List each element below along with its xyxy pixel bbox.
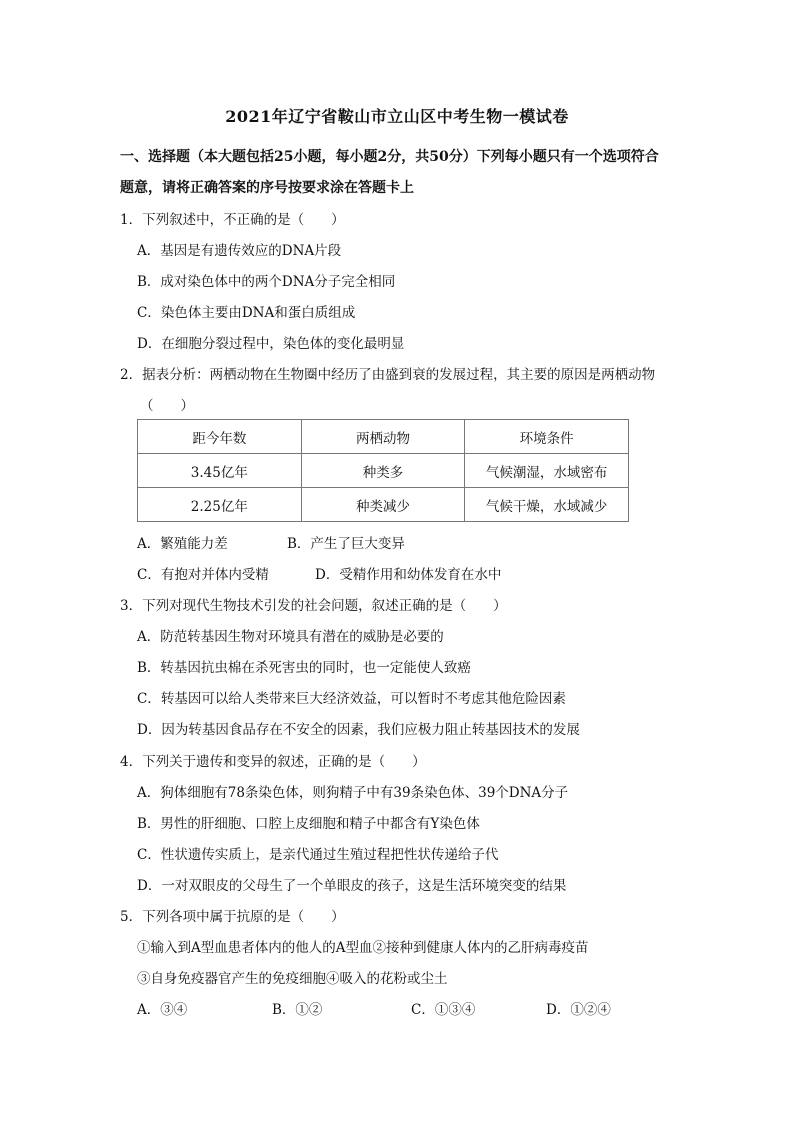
table-row	[138, 454, 629, 488]
q4-option-d: D．一对双眼皮的父母生了一个单眼皮的孩子，这是生活环境突变的结果	[137, 878, 567, 894]
q3-option-c: C．转基因可以给人类带来巨大经济效益，可以暂时不考虑其他危险因素	[137, 691, 566, 707]
q3-option-b: B．转基因抗虫棉在杀死害虫的同时，也一定能使人致癌	[137, 660, 471, 676]
table-header-cell: 两栖动物	[301, 420, 465, 454]
table-cell: 种类减少	[301, 488, 465, 522]
q4-option-a: A．狗体细胞有78条染色体，则狗精子中有39条染色体、39个DNA分子	[137, 785, 569, 801]
q1-option-d: D．在细胞分裂过程中，染色体的变化最明显	[137, 336, 405, 352]
q1-option-c: C．染色体主要由DNA和蛋白质组成	[137, 305, 356, 321]
table-header-cell: 环境条件	[465, 420, 629, 454]
q3-option-d: D．因为转基因食品存在不安全的因素，我们应极力阻止转基因技术的发展	[137, 722, 580, 738]
q5-stem: 5．下列各项中属于抗原的是（ ）	[120, 909, 345, 925]
q2-stem: 2．据表分析：两栖动物在生物圈中经历了由盛到衰的发展过程，其主要的原因是两栖动物	[120, 367, 656, 383]
page-title: 2021年辽宁省鞍山市立山区中考生物一模试卷	[225, 107, 569, 126]
q4-stem: 4．下列关于遗传和变异的叙述，正确的是（ ）	[120, 754, 426, 770]
q5-option-d: D．①②④	[546, 1002, 611, 1018]
q1-option-b: B．成对染色体中的两个DNA分子完全相同	[137, 274, 396, 290]
table-cell: 气候潮湿，水域密布	[465, 454, 629, 488]
q5-option-a: A．③④	[137, 1002, 188, 1018]
q2-answer-paren: （ ）	[140, 398, 194, 414]
q4-option-c: C．性状遗传实质上，是亲代通过生殖过程把性状传递给子代	[137, 847, 499, 863]
q1-option-a: A．基因是有遗传效应的DNA片段	[137, 243, 342, 259]
table-cell: 2.25亿年	[138, 488, 302, 522]
table-cell: 3.45亿年	[138, 454, 302, 488]
q3-option-a: A．防范转基因生物对环境具有潜在的威胁是必要的	[137, 629, 444, 645]
q2-option-c: C．有抱对并体内受精	[137, 567, 269, 583]
q2-option-d: D．受精作用和幼体发育在水中	[315, 567, 502, 583]
q5-item-line1: ①输入到A型血患者体内的他人的A型血②接种到健康人体内的乙肝病毒疫苗	[137, 940, 589, 956]
q3-stem: 3．下列对现代生物技术引发的社会问题，叙述正确的是（ ）	[120, 598, 507, 614]
table-cell: 种类多	[301, 454, 465, 488]
q5-option-c: C．①③④	[411, 1002, 476, 1018]
section-heading-line1: 一、选择题（本大题包括25小题，每小题2分，共50分）下列每小题只有一个选项符合	[120, 149, 659, 165]
q1-stem: 1．下列叙述中，不正确的是（ ）	[120, 212, 345, 228]
q2-table	[137, 419, 629, 522]
section-heading-line2: 题意，请将正确答案的序号按要求涂在答题卡上	[120, 180, 414, 196]
table-cell: 气候干燥，水域减少	[465, 488, 629, 522]
table-header-cell: 距今年数	[138, 420, 302, 454]
table-row	[138, 488, 629, 522]
q2-option-a: A．繁殖能力差	[137, 536, 228, 552]
table-header-row	[138, 420, 629, 454]
q4-option-b: B．男性的肝细胞、口腔上皮细胞和精子中都含有Y染色体	[137, 816, 480, 832]
q5-item-line2: ③自身免疫器官产生的免疫细胞④吸入的花粉或尘土	[137, 971, 448, 987]
q2-option-b: B．产生了巨大变异	[287, 536, 405, 552]
q5-option-b: B．①②	[272, 1002, 323, 1018]
